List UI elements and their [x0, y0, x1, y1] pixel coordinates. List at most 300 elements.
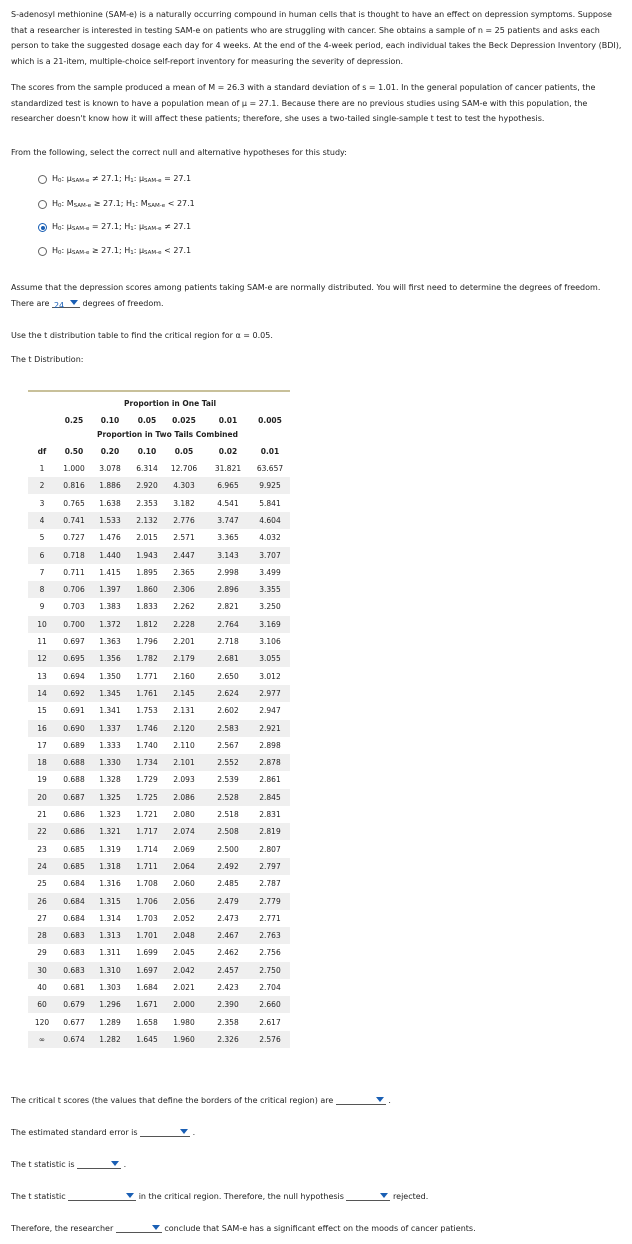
df-cell: 19: [37, 775, 47, 785]
t-distribution-label: The t Distribution:: [11, 355, 84, 364]
table-cell: 0.677: [63, 1017, 85, 1027]
h1-sub: 1: [130, 250, 134, 256]
table-row: [28, 685, 290, 702]
table-cell: 2.776: [173, 515, 195, 525]
table-cell: 1.703: [136, 913, 158, 923]
df-cell: 13: [37, 671, 47, 681]
table-row: [28, 1014, 290, 1031]
table-cell: 1.886: [99, 481, 121, 491]
df-cell: 60: [37, 1000, 47, 1010]
critical-question-text: The critical t scores (the values that define the borders of the critical region) are: [11, 1096, 334, 1105]
table-cell: 1.721: [136, 810, 158, 819]
chevron-down-icon: [152, 1225, 160, 1230]
table-cell: 2.681: [217, 654, 239, 664]
df-cell: 24: [37, 861, 47, 871]
table-cell: 1.316: [99, 879, 121, 889]
table-row: [28, 1031, 290, 1048]
df-cell: 30: [37, 965, 47, 975]
table-cell: 2.771: [259, 913, 281, 923]
table-cell: 1.706: [136, 896, 158, 906]
table-cell: 1.658: [136, 1017, 158, 1027]
table-row: [28, 944, 290, 961]
table-cell: 1.699: [136, 948, 158, 958]
one-tail-value: 0.005: [258, 416, 282, 425]
chevron-down-icon: [126, 1193, 134, 1198]
table-cell: 2.921: [259, 723, 281, 733]
table-cell: 2.093: [173, 775, 195, 785]
table-cell: 3.499: [259, 567, 281, 577]
df-cell: 4: [39, 515, 45, 525]
colon: :: [61, 174, 67, 183]
conclusion-text-a: Therefore, the researcher: [11, 1224, 114, 1233]
table-cell: 2.528: [217, 792, 239, 802]
table-cell: 2.479: [217, 896, 239, 906]
table-cell: 2.060: [173, 879, 195, 889]
one-tail-value: 0.10: [100, 416, 120, 425]
table-cell: 2.617: [259, 1017, 281, 1027]
df-cell: 11: [37, 637, 47, 646]
h1-symbol: M: [140, 199, 148, 208]
table-cell: 1.383: [99, 602, 121, 612]
colon: :: [61, 222, 67, 231]
table-cell: 2.508: [217, 827, 239, 837]
table-cell: 2.750: [259, 965, 281, 975]
hypothesis-option-1[interactable]: [52, 174, 191, 184]
table-cell: 2.052: [173, 913, 195, 923]
conclusion-text-b: conclude that SAM-e has a significant effect on the moods of cancer patients.: [164, 1224, 476, 1233]
table-row: [28, 771, 290, 788]
table-row: [28, 720, 290, 737]
table-cell: 0.694: [63, 671, 85, 681]
table-cell: 2.576: [259, 1034, 281, 1044]
hypothesis-radio-3[interactable]: [38, 223, 47, 232]
h1-label: H: [126, 199, 133, 208]
table-cell: 0.718: [63, 550, 85, 560]
table-cell: 1.321: [99, 827, 121, 837]
table-cell: 2.539: [217, 775, 239, 785]
table-cell: 0.683: [63, 931, 85, 941]
table-cell: 1.296: [99, 1000, 121, 1010]
table-cell: 2.353: [136, 498, 158, 508]
table-cell: 2.567: [217, 740, 239, 750]
critical-question: [11, 1093, 623, 1109]
chevron-down-icon: [180, 1129, 188, 1134]
table-cell: 2.048: [173, 931, 195, 941]
table-cell: 1.729: [136, 775, 158, 785]
table-cell: 3.355: [259, 585, 281, 595]
se-dropdown[interactable]: [140, 1127, 190, 1137]
h0-relation: ≥ 27.1;: [91, 199, 126, 208]
table-cell: 2.447: [173, 550, 195, 560]
table-cell: 2.201: [173, 637, 195, 646]
hypothesis-radio-2[interactable]: [38, 200, 47, 209]
table-row: [28, 547, 290, 564]
table-cell: 2.228: [173, 619, 195, 629]
table-cell: 1.980: [173, 1017, 195, 1027]
df-suffix: degrees of freedom.: [82, 299, 164, 308]
table-cell: 1.397: [99, 585, 121, 595]
df-instructions: Assume that the depression scores among patients taking SAM-e are normally distributed. You will first need to determine the degrees of freedom.: [11, 283, 601, 292]
table-cell: 2.797: [259, 861, 281, 871]
se-question-text: The estimated standard error is: [11, 1128, 138, 1137]
table-row: [28, 754, 290, 771]
table-cell: 0.685: [63, 861, 85, 871]
table-cell: 1.684: [136, 983, 158, 992]
table-cell: 1.701: [136, 931, 158, 941]
group-sub: SAM-e: [147, 203, 166, 209]
null-rejected-dropdown[interactable]: [346, 1191, 390, 1201]
table-cell: 3.707: [259, 550, 281, 560]
table-cell: 1.333: [99, 740, 121, 750]
table-cell: 2.326: [217, 1034, 239, 1044]
h0-symbol: μ: [66, 174, 72, 183]
group-sub: SAM-e: [144, 250, 162, 256]
table-cell: 2.718: [217, 637, 239, 646]
df-cell: 23: [37, 844, 47, 854]
df-cell: 17: [37, 740, 47, 750]
table-cell: 4.303: [173, 481, 195, 491]
table-row: [28, 806, 290, 823]
table-row: [28, 789, 290, 806]
critical-dropdown[interactable]: [336, 1095, 386, 1105]
table-cell: 0.684: [63, 913, 85, 923]
h1-relation: ≠ 27.1: [161, 222, 192, 231]
group-sub: SAM-e: [144, 178, 162, 184]
table-row: [28, 529, 290, 546]
chevron-down-icon: [70, 300, 78, 305]
tstat-dropdown[interactable]: [77, 1159, 121, 1169]
table-cell: 1.315: [99, 896, 121, 906]
df-cell: 29: [37, 948, 47, 958]
table-row: [28, 737, 290, 754]
table-row: [28, 875, 290, 892]
in-region-dropdown[interactable]: [68, 1191, 136, 1201]
two-tail-value: 0.20: [100, 447, 120, 456]
colon: :: [133, 222, 139, 231]
colon: :: [61, 199, 67, 208]
conclusion-dropdown[interactable]: [116, 1223, 162, 1233]
h1-relation: = 27.1: [161, 174, 192, 183]
table-cell: 3.143: [217, 550, 239, 560]
df-cell: 14: [37, 688, 47, 698]
table-cell: 2.845: [259, 792, 281, 802]
table-row: [28, 893, 290, 910]
table-cell: 2.898: [259, 740, 281, 750]
h0-relation: ≠ 27.1;: [89, 174, 125, 183]
table-cell: 3.182: [173, 498, 195, 508]
table-cell: 0.711: [63, 567, 85, 577]
table-cell: 1.314: [99, 913, 121, 923]
table-cell: 1.708: [136, 879, 158, 889]
table-cell: 1.303: [99, 983, 121, 992]
df-header: df: [37, 447, 47, 456]
table-cell: 2.650: [217, 671, 239, 681]
table-cell: 2.145: [173, 688, 195, 698]
table-cell: 2.000: [173, 1000, 195, 1010]
df-cell: 12: [37, 654, 47, 664]
table-cell: 1.356: [99, 654, 121, 664]
table-cell: 0.687: [63, 792, 85, 802]
table-cell: 1.645: [136, 1034, 158, 1044]
table-cell: 1.476: [99, 533, 121, 543]
table-cell: 1.289: [99, 1017, 121, 1027]
table-cell: 1.860: [136, 585, 158, 595]
table-cell: 2.998: [217, 567, 239, 577]
h0-sub: 0: [58, 250, 62, 256]
table-cell: 1.415: [99, 567, 121, 577]
hypothesis-prompt: From the following, select the correct null and alternative hypotheses for this study:: [11, 148, 347, 157]
h0-sub: 0: [58, 178, 62, 184]
table-cell: 0.692: [63, 688, 85, 698]
df-cell: 20: [37, 792, 47, 802]
table-cell: 1.372: [99, 619, 121, 629]
group-sub: SAM-e: [71, 178, 90, 184]
h0-label: H: [52, 174, 59, 183]
df-cell: 10: [37, 619, 47, 629]
hypothesis-radio-1[interactable]: [38, 175, 47, 184]
table-cell: 4.604: [259, 515, 281, 525]
table-cell: 2.423: [217, 983, 239, 992]
table-cell: 1.345: [99, 688, 121, 698]
h1-sub: 1: [130, 226, 134, 232]
table-row: [28, 823, 290, 840]
table-cell: 3.169: [259, 619, 281, 629]
t-table-prompt: Use the t distribution table to find the critical region for α = 0.05.: [11, 331, 273, 340]
table-cell: 2.306: [173, 585, 195, 595]
table-cell: 2.660: [259, 1000, 281, 1010]
h1-label: H: [124, 246, 131, 255]
table-cell: 0.765: [63, 498, 85, 508]
df-cell: 25: [37, 879, 47, 889]
one-tail-value: 0.025: [172, 416, 196, 425]
h1-sub: 1: [130, 178, 134, 184]
h0-label: H: [52, 246, 59, 255]
table-cell: 1.714: [136, 844, 158, 854]
table-cell: 1.638: [99, 498, 121, 508]
table-cell: 0.683: [63, 965, 85, 975]
df-cell: 3: [39, 498, 45, 508]
conclusion-question: [11, 1221, 623, 1237]
table-cell: 31.821: [214, 464, 242, 473]
table-cell: 2.045: [173, 948, 195, 958]
df-dropdown[interactable]: [52, 298, 80, 308]
table-cell: 2.583: [217, 723, 239, 733]
table-cell: 3.106: [259, 637, 281, 646]
tstat-question-text: The t statistic is: [11, 1160, 75, 1169]
df-dropdown-value: 24: [53, 301, 65, 310]
table-cell: 0.691: [63, 706, 85, 716]
h1-label: H: [124, 174, 131, 183]
table-row: [28, 564, 290, 581]
group-sub: SAM-e: [71, 250, 90, 256]
table-row: [28, 512, 290, 529]
table-cell: 2.807: [259, 844, 281, 854]
table-cell: 1.282: [99, 1034, 121, 1044]
table-cell: 2.878: [259, 758, 281, 768]
se-period: .: [192, 1128, 196, 1137]
table-cell: 1.782: [136, 654, 158, 664]
df-cell: 26: [37, 896, 47, 906]
one-tail-value: 0.01: [218, 416, 238, 425]
colon: :: [135, 199, 141, 208]
table-cell: 2.074: [173, 827, 195, 837]
hypothesis-option-4[interactable]: [52, 246, 191, 256]
table-cell: 2.457: [217, 965, 239, 975]
two-tail-value: 0.02: [218, 447, 238, 456]
table-cell: 2.262: [173, 602, 195, 612]
table-cell: 1.753: [136, 706, 158, 716]
df-cell: 6: [39, 550, 45, 560]
table-cell: 2.467: [217, 931, 239, 941]
table-cell: 3.250: [259, 602, 281, 612]
table-cell: 0.706: [63, 585, 85, 595]
df-cell: 1: [39, 464, 45, 473]
table-cell: 0.727: [63, 533, 85, 543]
table-cell: 2.756: [259, 948, 281, 958]
table-cell: 3.055: [259, 654, 281, 664]
df-cell: 2: [39, 481, 45, 491]
table-cell: 2.160: [173, 671, 195, 681]
tstat2-text-b: in the critical region. Therefore, the null hypothesis: [138, 1192, 344, 1201]
table-cell: 1.960: [173, 1034, 195, 1044]
two-tail-value: 0.50: [64, 447, 84, 456]
table-cell: 2.132: [136, 515, 158, 525]
table-cell: 1.311: [99, 948, 121, 958]
table-cell: 0.703: [63, 602, 85, 612]
table-cell: 1.734: [136, 758, 158, 768]
table-row: [28, 668, 290, 685]
table-cell: 2.819: [259, 827, 281, 837]
table-cell: 0.688: [63, 775, 85, 785]
df-cell: 7: [39, 567, 45, 577]
tstat-question: [11, 1157, 623, 1173]
table-cell: 2.131: [173, 706, 195, 716]
table-cell: 2.110: [173, 740, 195, 750]
h0-relation: = 27.1;: [89, 222, 125, 231]
critical-region-question: [11, 1189, 623, 1205]
table-row: [28, 477, 290, 494]
group-sub: SAM-e: [144, 226, 162, 232]
table-cell: 2.947: [259, 706, 281, 716]
table-cell: 2.390: [217, 1000, 239, 1010]
table-cell: 0.679: [63, 1000, 85, 1010]
table-cell: 6.965: [217, 481, 239, 491]
h1-symbol: μ: [138, 174, 145, 183]
table-cell: 2.056: [173, 896, 195, 906]
h0-symbol: M: [66, 199, 74, 208]
table-cell: 2.365: [173, 567, 195, 577]
hypothesis-option-2[interactable]: [52, 199, 195, 209]
table-cell: 3.078: [99, 464, 121, 473]
table-cell: 0.700: [63, 619, 85, 629]
table-cell: 1.717: [136, 827, 158, 837]
hypothesis-radio-4[interactable]: [38, 247, 47, 256]
table-cell: 9.925: [259, 481, 281, 491]
table-cell: 1.812: [136, 619, 158, 629]
table-cell: 1.330: [99, 758, 121, 768]
table-cell: 2.485: [217, 879, 239, 889]
table-cell: 3.012: [259, 671, 281, 681]
table-cell: 1.350: [99, 671, 121, 681]
df-cell: ∞: [38, 1034, 46, 1044]
intro-paragraph-1: S-adenosyl methionine (SAM-e) is a naturally occurring compound in human cells that is thought to have an effect on depression symptoms. Suppose that a researcher is interested in testing SAM-e on patients who are struggling with cancer. She obtains a sample of n = 25 patients and asks each person to take the suggested dosage each day for 4 weeks. At the end of the 4-week period, each individual takes the Beck Depression Inventory (BDI), which is a 21-item, multiple-choice self-report inventory for measuring the severity of depression.: [11, 10, 622, 66]
table-cell: 1.341: [99, 706, 121, 716]
h0-symbol: μ: [66, 246, 72, 255]
table-cell: 2.704: [259, 983, 281, 992]
table-cell: 1.711: [136, 861, 158, 871]
table-cell: 0.683: [63, 948, 85, 958]
table-cell: 1.328: [99, 775, 121, 785]
table-cell: 2.624: [217, 688, 239, 698]
chevron-down-icon: [380, 1193, 388, 1198]
table-cell: 5.841: [259, 498, 281, 508]
table-row: [28, 598, 290, 615]
table-cell: 2.764: [217, 619, 239, 629]
table-cell: 3.747: [217, 515, 239, 525]
table-cell: 2.500: [217, 844, 239, 854]
table-cell: 1.533: [99, 515, 121, 525]
tstat-period: .: [123, 1160, 127, 1169]
table-row: [28, 979, 290, 996]
table-cell: 0.684: [63, 896, 85, 906]
table-cell: 0.689: [63, 740, 85, 750]
group-sub: SAM-e: [71, 226, 90, 232]
colon: :: [61, 246, 67, 255]
table-cell: 2.977: [259, 688, 281, 698]
table-cell: 2.602: [217, 706, 239, 716]
table-cell: 2.069: [173, 844, 195, 854]
table-cell: 1.000: [63, 464, 85, 473]
chevron-down-icon: [111, 1161, 119, 1166]
table-cell: 2.571: [173, 533, 195, 543]
df-cell: 28: [37, 931, 47, 941]
tstat2-text-a: The t statistic: [11, 1192, 66, 1201]
df-cell: 18: [37, 758, 47, 768]
one-tail-title: Proportion in One Tail: [124, 399, 217, 408]
table-cell: 1.740: [136, 740, 158, 750]
table-cell: 2.763: [259, 931, 281, 941]
table-cell: 2.120: [173, 723, 195, 733]
table-cell: 3.365: [217, 533, 239, 543]
critical-period: .: [388, 1096, 391, 1105]
df-cell: 8: [39, 585, 45, 595]
table-cell: 2.042: [173, 965, 195, 975]
h0-label: H: [52, 199, 59, 208]
table-cell: 2.086: [173, 792, 195, 802]
two-tail-value: 0.01: [260, 447, 280, 456]
df-cell: 9: [39, 602, 45, 612]
table-cell: 0.695: [63, 654, 85, 664]
table-row: [28, 460, 290, 477]
table-cell: 0.690: [63, 723, 85, 733]
table-cell: 0.816: [63, 481, 85, 491]
table-cell: 1.796: [136, 637, 158, 646]
table-cell: 1.318: [99, 861, 121, 871]
h1-label: H: [124, 222, 131, 231]
se-question: [11, 1125, 623, 1141]
table-cell: 0.684: [63, 879, 85, 889]
table-cell: 1.337: [99, 723, 121, 733]
table-cell: 12.706: [170, 464, 198, 473]
table-cell: 2.021: [173, 983, 195, 992]
table-cell: 1.833: [136, 602, 158, 612]
table-cell: 1.771: [136, 671, 158, 681]
df-cell: 15: [37, 706, 47, 716]
hypothesis-option-3[interactable]: [52, 222, 191, 232]
table-cell: 1.323: [99, 810, 121, 819]
table-cell: 2.779: [259, 896, 281, 906]
table-cell: 6.314: [136, 464, 158, 473]
